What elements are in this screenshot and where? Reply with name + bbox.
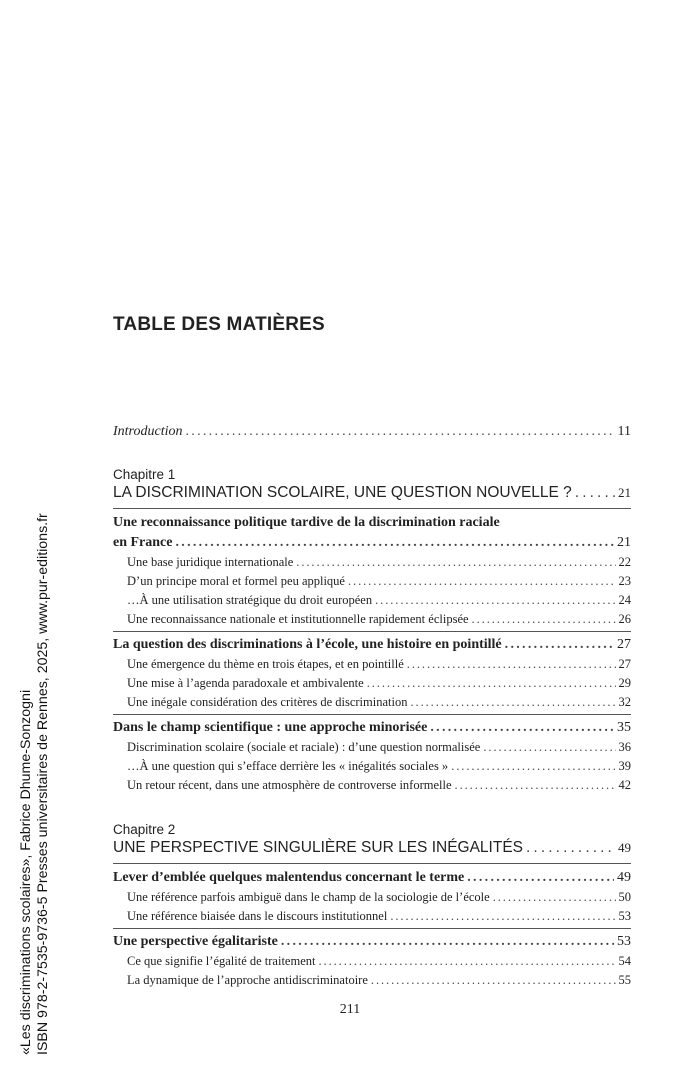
dot-leader	[472, 610, 616, 629]
toc-entry-label: Une mise à l’agenda paradoxale et ambivalente	[127, 676, 364, 690]
toc-page-number: 55	[618, 973, 631, 987]
toc-subentry[interactable]	[113, 907, 631, 926]
toc-page-number: 42	[618, 778, 631, 792]
toc-page-number: 32	[618, 695, 631, 709]
page-number: 211	[339, 1002, 361, 1017]
toc-entry-label: Une inégale considération des critères de discrimination	[127, 695, 408, 709]
toc-subentry[interactable]	[113, 888, 631, 907]
toc-entry-label: La question des discriminations à l’école, une histoire en pointillé	[113, 637, 502, 652]
toc-entry-label: Lever d’emblée quelques malentendus concernant le terme	[113, 870, 465, 885]
dot-leader	[575, 484, 615, 502]
toc-entry-label: Dans le champ scientifique : une approche minorisée	[113, 720, 428, 735]
toc-entry-label: Discrimination scolaire (sociale et raciale) : d’une question normalisée	[127, 740, 481, 754]
toc-entry-label: D’un principe moral et formel peu appliqué	[127, 574, 345, 588]
toc-page-number: 35	[617, 720, 631, 735]
toc-entry-label: en France	[113, 535, 173, 550]
toc-page-number: 24	[618, 593, 631, 607]
toc-section-entry[interactable]	[113, 718, 631, 738]
toc-entry-label: Une référence biaisée dans le discours institutionnel	[127, 909, 388, 923]
dot-leader	[410, 693, 615, 712]
toc-entry-label: …À une question qui s’efface derrière les « inégalités sociales »	[127, 759, 449, 773]
toc-entry-label: Ce que signifie l’égalité de traitement	[127, 954, 316, 968]
dot-leader	[493, 888, 616, 907]
dot-leader	[407, 655, 616, 674]
toc-entry-label: Une base juridique internationale	[127, 555, 294, 569]
toc-page-number: 27	[618, 657, 631, 671]
toc-page-number: 23	[618, 574, 631, 588]
table-of-contents	[113, 424, 631, 993]
chapter-label: Chapitre 2	[113, 822, 176, 837]
toc-section-block	[113, 718, 631, 797]
toc-entry-label: Un retour récent, dans une atmosphère de controverse informelle	[127, 778, 452, 792]
toc-page-number: 36	[618, 740, 631, 754]
toc-section-block	[113, 868, 631, 929]
toc-entry-label: Une référence parfois ambiguë dans le champ de la sociologie de l’école	[127, 890, 490, 904]
toc-subentry[interactable]	[113, 952, 631, 971]
dot-leader	[175, 533, 614, 553]
toc-page-number: 49	[618, 840, 631, 855]
toc-subentry[interactable]	[113, 757, 631, 776]
dot-leader	[455, 776, 616, 795]
toc-page-number: 53	[617, 934, 631, 949]
toc-page-number: 21	[617, 535, 631, 550]
toc-entry-chapter-1[interactable]	[113, 484, 631, 509]
toc-page-number: 11	[617, 424, 631, 439]
toc-subentry[interactable]	[113, 693, 631, 712]
toc-section-block	[113, 513, 631, 632]
toc-page-number: 27	[617, 637, 631, 652]
chapter-label: Chapitre 1	[113, 467, 176, 482]
toc-section-entry[interactable]	[113, 868, 631, 888]
toc-page-number: 39	[618, 759, 631, 773]
dot-leader	[483, 738, 615, 757]
dot-leader	[367, 674, 616, 693]
toc-entry-label: La dynamique de l’approche antidiscriminatoire	[127, 973, 368, 987]
toc-page-number: 53	[618, 909, 631, 923]
dot-leader	[185, 424, 614, 440]
toc-subentry[interactable]	[113, 776, 631, 795]
toc-entry-label: Une reconnaissance nationale et institutionnelle rapidement éclipsée	[127, 612, 469, 626]
toc-page-number: 49	[617, 870, 631, 885]
toc-page-number: 22	[618, 555, 631, 569]
toc-subentry[interactable]	[113, 655, 631, 674]
copyright-sidebar	[18, 495, 52, 1055]
toc-subentry[interactable]	[113, 591, 631, 610]
dot-leader	[371, 971, 616, 990]
toc-entry-label: Une émergence du thème en trois étapes, et en pointillé	[127, 657, 404, 671]
dot-leader	[318, 952, 615, 971]
toc-subentry[interactable]	[113, 553, 631, 572]
toc-section-block	[113, 932, 631, 992]
dot-leader	[348, 572, 616, 591]
toc-section-block	[113, 635, 631, 715]
toc-entry-label: UNE PERSPECTIVE SINGULIÈRE SUR LES INÉGALITÉS	[113, 839, 524, 856]
dot-leader	[467, 868, 614, 888]
toc-section-title-line-1[interactable]: Une reconnaissance politique tardive de la discrimination raciale	[113, 515, 500, 530]
dot-leader	[526, 839, 615, 857]
toc-page-number: 29	[618, 676, 631, 690]
dot-leader	[296, 553, 615, 572]
dot-leader	[281, 932, 614, 952]
toc-entry-label: …À une utilisation stratégique du droit européen	[127, 593, 373, 607]
dot-leader	[430, 718, 614, 738]
toc-subentry[interactable]	[113, 572, 631, 591]
toc-subentry[interactable]	[113, 674, 631, 693]
toc-subentry[interactable]	[113, 738, 631, 757]
sidebar-line-2: ISBN 978-2-7535-9736-5 Presses universitaires de Rennes, 2025, www.pur-editions.fr	[35, 513, 51, 1055]
toc-section-entry[interactable]	[113, 533, 631, 553]
toc-subentry[interactable]	[113, 971, 631, 990]
toc-entry-label: Une perspective égalitariste	[113, 934, 278, 949]
dot-leader	[505, 635, 614, 655]
toc-section-entry[interactable]	[113, 932, 631, 952]
toc-section-entry[interactable]	[113, 635, 631, 655]
dot-leader	[390, 907, 615, 926]
dot-leader	[451, 757, 615, 776]
toc-entry-chapter-2[interactable]	[113, 839, 631, 864]
toc-page-number: 50	[618, 890, 631, 904]
toc-entry-label: LA DISCRIMINATION SCOLAIRE, UNE QUESTION NOUVELLE ?	[113, 484, 572, 501]
toc-subentry[interactable]	[113, 610, 631, 629]
page-title: TABLE DES MATIÈRES	[113, 314, 325, 335]
toc-page-number: 21	[618, 485, 631, 500]
toc-entry-introduction[interactable]	[113, 424, 631, 446]
toc-entry-label: Introduction	[113, 424, 183, 439]
dot-leader	[375, 591, 615, 610]
sidebar-line-1: «Les discriminations scolaires», Fabrice Dhume-Sonzogni	[18, 689, 34, 1055]
toc-page-number: 54	[618, 954, 631, 968]
toc-page-number: 26	[618, 612, 631, 626]
